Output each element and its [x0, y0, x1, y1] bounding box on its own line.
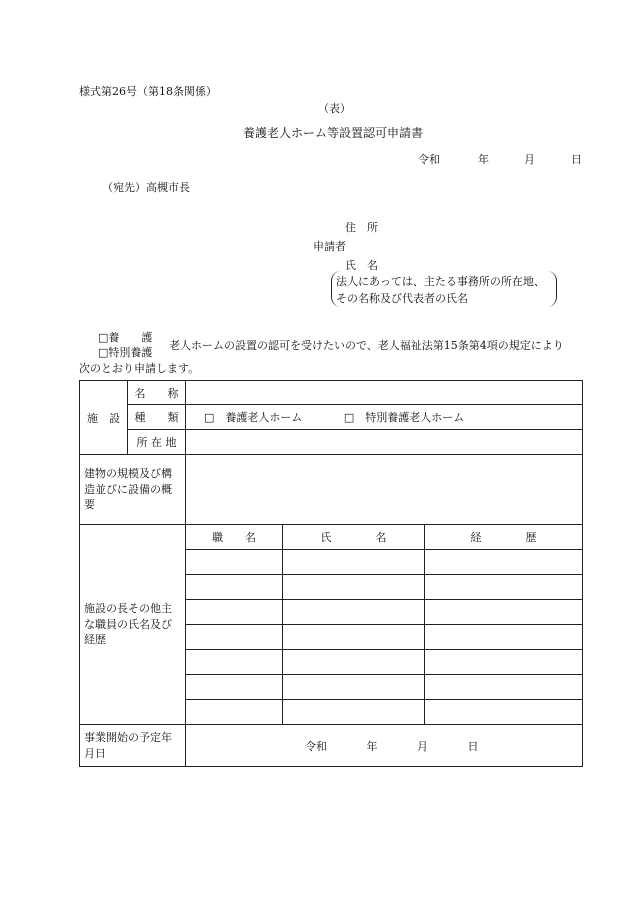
- staff-label: 施設の長その他主な職員の氏名及び経歴: [80, 525, 186, 725]
- applicant-label: 申請者: [313, 240, 346, 253]
- staff-title-cell[interactable]: [186, 700, 283, 725]
- name-label: 氏 名: [345, 259, 378, 272]
- staff-name-cell[interactable]: [283, 625, 425, 650]
- staff-title-cell[interactable]: [186, 550, 283, 575]
- corp-note-line2: その名称及び代表者の氏名: [336, 292, 468, 305]
- staff-name-cell[interactable]: [283, 700, 425, 725]
- staff-history-cell[interactable]: [425, 700, 583, 725]
- start-date-label: 事業開始の予定年月日: [80, 725, 186, 767]
- staff-title-cell[interactable]: [186, 600, 283, 625]
- staff-title-cell[interactable]: [186, 625, 283, 650]
- facility-location-field[interactable]: [186, 430, 583, 455]
- col-history-header: 経 歴: [425, 525, 583, 550]
- request-text-line2: 次のとおり申請します。: [79, 362, 200, 375]
- staff-history-cell[interactable]: [425, 675, 583, 700]
- staff-name-cell[interactable]: [283, 550, 425, 575]
- form-number: 様式第26号（第18条関係）: [79, 85, 217, 98]
- start-date-field[interactable]: [186, 725, 583, 767]
- facility-name-label: 名 称: [128, 381, 186, 405]
- staff-history-cell[interactable]: [425, 650, 583, 675]
- facility-location-label: 所 在 地: [128, 430, 186, 455]
- corp-note-line1: 法人にあっては、主たる事務所の所在地、: [336, 275, 545, 288]
- page-title: 養護老人ホーム等設置認可申請書: [243, 126, 424, 140]
- address-label: 住 所: [345, 221, 378, 234]
- facility-name-field[interactable]: [186, 381, 583, 405]
- request-text-line1: 老人ホームの設置の認可を受けたいので、老人福祉法第15条第4項の規定により: [169, 339, 564, 352]
- staff-history-cell[interactable]: [425, 575, 583, 600]
- staff-history-cell[interactable]: [425, 600, 583, 625]
- date-month: 月: [524, 153, 535, 166]
- staff-name-cell[interactable]: [283, 675, 425, 700]
- building-field[interactable]: [186, 455, 583, 525]
- facility-label: 施 設: [80, 381, 128, 455]
- checkbox-tokubetsu-yogo[interactable]: □特別養護: [98, 346, 153, 359]
- start-day: 日: [467, 739, 479, 753]
- col-name-header: 氏 名: [283, 525, 425, 550]
- col-title-header: 職 名: [186, 525, 283, 550]
- start-year: 年: [366, 739, 378, 753]
- facility-type-label: 種 類: [128, 405, 186, 430]
- staff-name-cell[interactable]: [283, 575, 425, 600]
- addressee: （宛先）高槻市長: [102, 181, 190, 194]
- type-option-yogo[interactable]: □ 養護老人ホーム: [204, 411, 303, 424]
- staff-title-cell[interactable]: [186, 575, 283, 600]
- staff-name-cell[interactable]: [283, 650, 425, 675]
- application-table: [79, 380, 583, 767]
- date-era: 令和: [418, 153, 440, 166]
- date-day: 日: [571, 153, 582, 166]
- staff-history-cell[interactable]: [425, 625, 583, 650]
- building-label: 建物の規模及び構造並びに設備の概要: [80, 455, 186, 525]
- staff-name-cell[interactable]: [283, 600, 425, 625]
- staff-title-cell[interactable]: [186, 650, 283, 675]
- checkbox-yogo[interactable]: □養 護: [98, 331, 153, 344]
- start-era: 令和: [305, 739, 327, 753]
- facility-type-field: [186, 405, 583, 430]
- date-year: 年: [478, 153, 489, 166]
- side-label: （表）: [318, 102, 351, 115]
- type-option-tokubetsu[interactable]: □ 特別養護老人ホーム: [343, 411, 465, 424]
- staff-history-cell[interactable]: [425, 550, 583, 575]
- staff-title-cell[interactable]: [186, 675, 283, 700]
- start-month: 月: [417, 739, 428, 753]
